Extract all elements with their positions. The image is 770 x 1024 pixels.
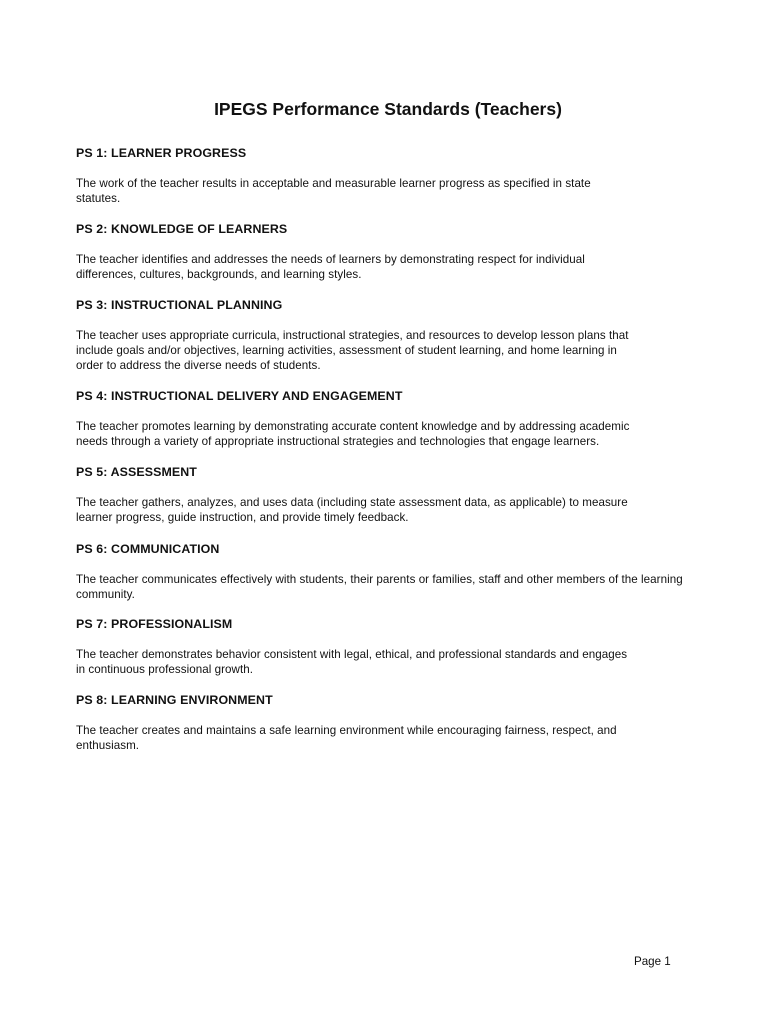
standard-description: The teacher promotes learning by demonstrating accurate content knowledge and by addressing academic needs through a variety of appropriate instructional strategies and technologies that engage learners.	[76, 420, 630, 449]
standard-description: The teacher uses appropriate curricula, instructional strategies, and resources to develop lesson plans that include goals and/or objectives, learning activities, assessment of student learning, and home learning in order to address the diverse needs of students.	[76, 329, 629, 373]
standard-ps6	[76, 541, 696, 602]
page-number: Page 1	[634, 955, 671, 968]
standard-heading: PS 2: KNOWLEDGE OF LEARNERS	[76, 222, 288, 236]
standard-ps4	[76, 388, 696, 449]
standard-ps5	[76, 464, 696, 525]
standard-description: The teacher identifies and addresses the needs of learners by demonstrating respect for individual differences, cultures, backgrounds, and learning styles.	[76, 253, 585, 282]
standard-ps3	[76, 297, 696, 374]
standard-description: The work of the teacher results in acceptable and measurable learner progress as specified in state statutes.	[76, 177, 591, 206]
standard-ps7	[76, 616, 696, 677]
standard-ps8	[76, 692, 696, 753]
standard-description: The teacher creates and maintains a safe learning environment while encouraging fairness, respect, and enthusiasm.	[76, 724, 617, 753]
standard-description: The teacher gathers, analyzes, and uses data (including state assessment data, as applicable) to measure learner progress, guide instruction, and provide timely feedback.	[76, 496, 628, 525]
standard-heading: PS 8: LEARNING ENVIRONMENT	[76, 693, 273, 707]
standard-description: The teacher demonstrates behavior consistent with legal, ethical, and professional standards and engages in continuous professional growth.	[76, 648, 628, 677]
standard-heading: PS 7: PROFESSIONALISM	[76, 617, 233, 631]
standard-description: The teacher communicates effectively with students, their parents or families, staff and other members of the learning community.	[76, 573, 683, 602]
standard-heading: PS 5: ASSESSMENT	[76, 465, 197, 479]
standard-heading: PS 4: INSTRUCTIONAL DELIVERY AND ENGAGEMENT	[76, 389, 403, 403]
standard-heading: PS 3: INSTRUCTIONAL PLANNING	[76, 298, 283, 312]
standard-ps1	[76, 145, 696, 206]
standard-heading: PS 6: COMMUNICATION	[76, 542, 220, 556]
standard-heading: PS 1: LEARNER PROGRESS	[76, 146, 247, 160]
page-title: IPEGS Performance Standards (Teachers)	[214, 99, 562, 119]
standard-ps2	[76, 221, 696, 282]
